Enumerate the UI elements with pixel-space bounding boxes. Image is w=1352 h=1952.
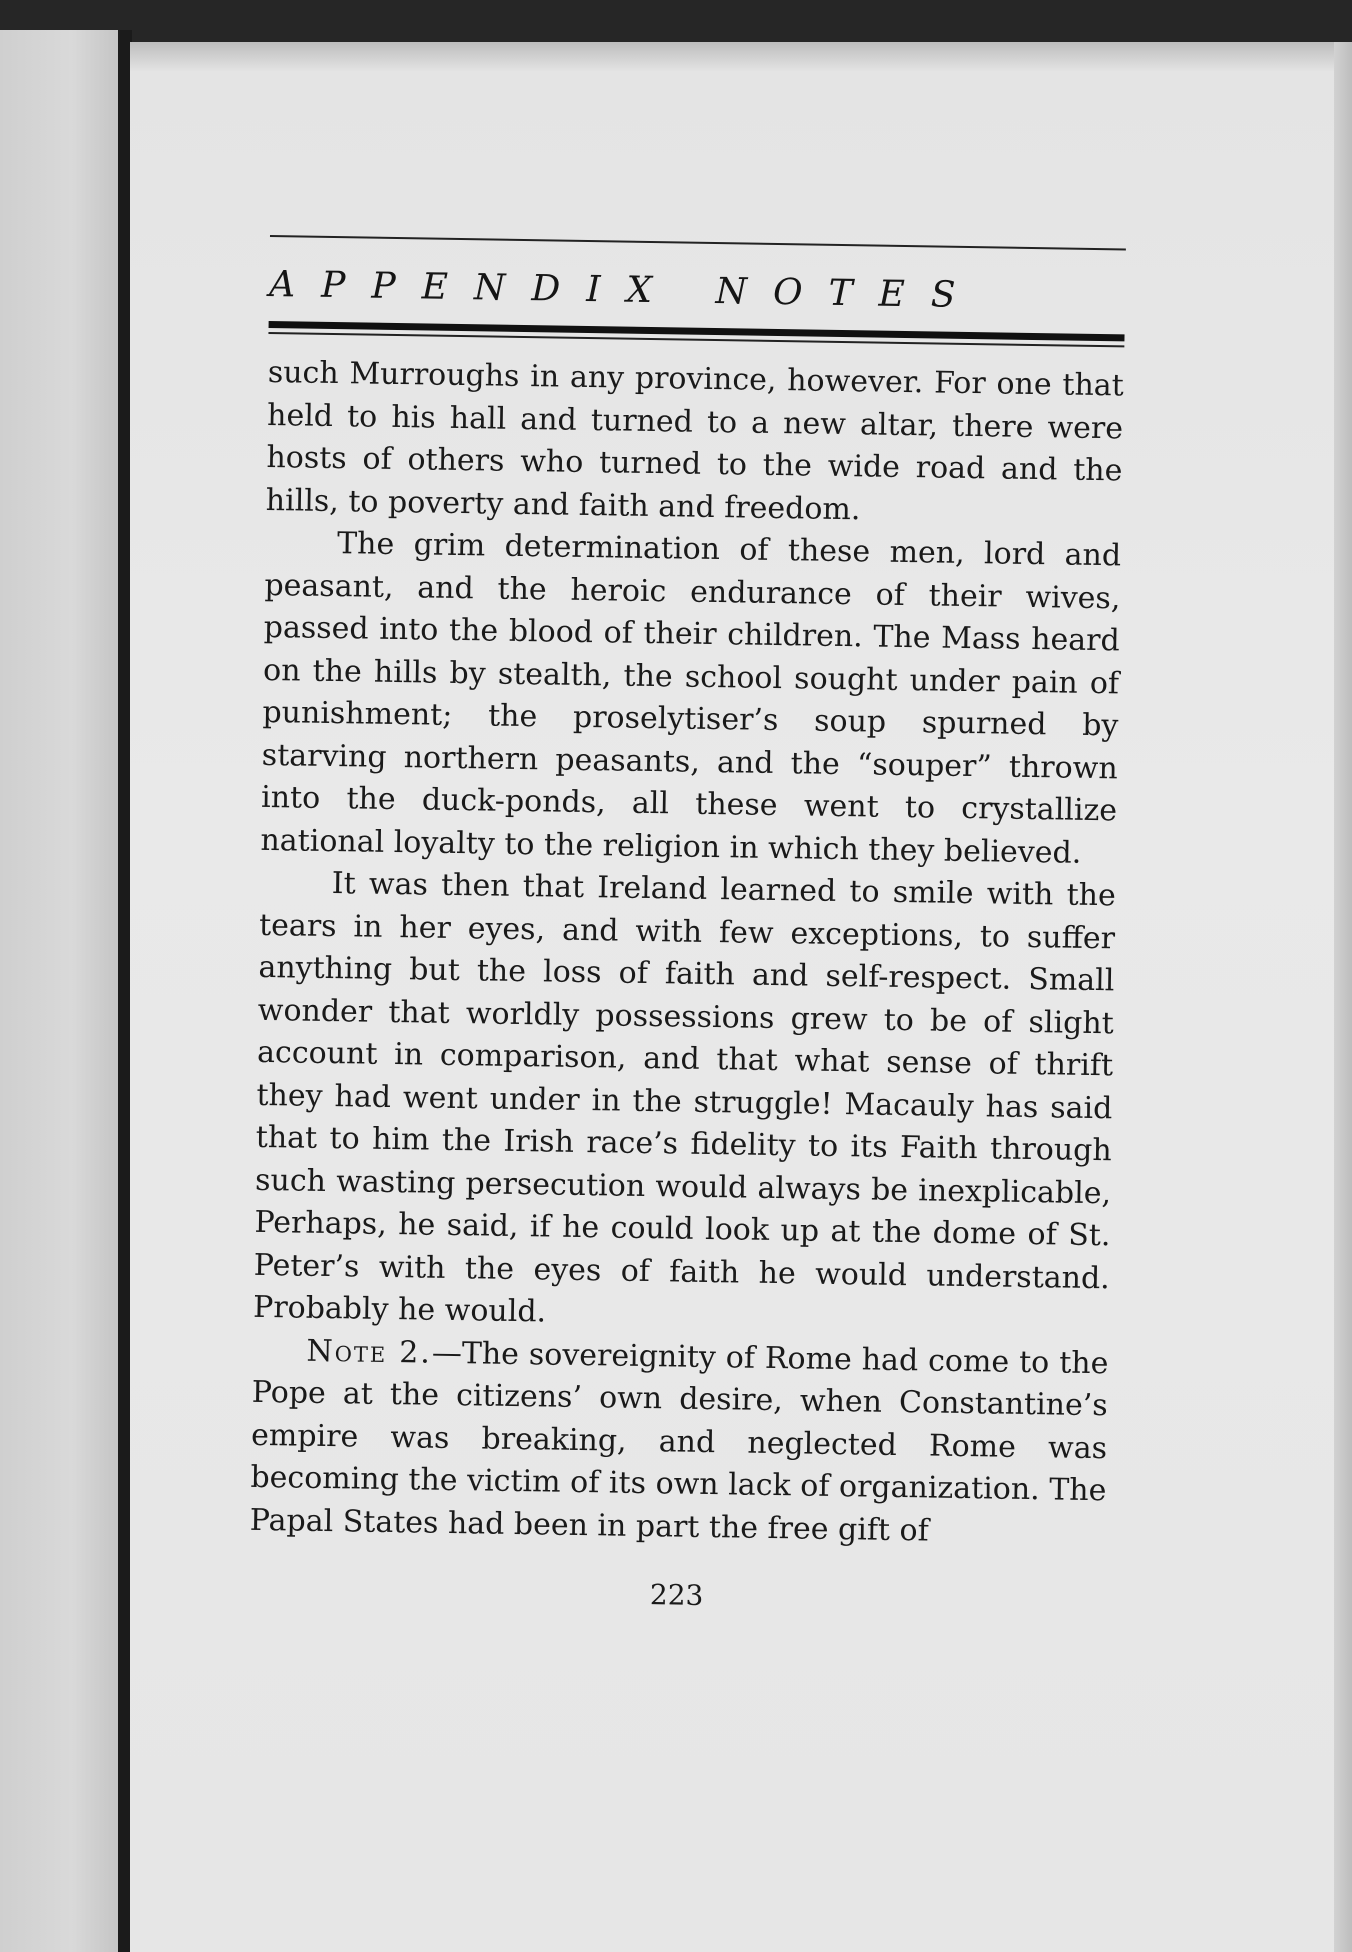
page-top-shadow	[130, 42, 1352, 72]
paragraph-1: such Murroughs in any province, however. For one that held to his hall and turned to a new altar, there were hosts of others who turned to the wide road and the hills, to poverty and faith and freedom.	[265, 354, 1125, 527]
note-text: —The sovereignity of Rome had come to the Pope at the citizens’ own desire, when Constantine’s empire was breaking, and neglected Rome was becoming the victim of its own lack of organization. The Papal States had been in part the free gift of	[249, 1335, 1109, 1549]
facing-page-edge	[0, 30, 120, 1952]
running-header: APPENDIX NOTES	[268, 263, 982, 317]
page-content	[248, 235, 1125, 1618]
page-right-edge	[1334, 42, 1352, 1952]
page-number: 223	[649, 1578, 704, 1612]
note-label: Note 2.	[306, 1333, 433, 1371]
paragraph-3: It was then that Ireland learned to smile with the tears in her eyes, and with few exceptions, to suffer anything but the loss of faith and self-respect. Small wonder that worldly possessions grew to be of slight account in comparison, and that what sense of thrift they had went under in the struggle! Macauly has said that to him the Irish race’s fidelity to its Faith through such wasting persecution would always be inexplicable, Perhaps, he said, if he could look up at the dome of St. Peter’s with the eyes of faith he would understand. Probably he would.	[252, 866, 1116, 1330]
note-2-paragraph	[249, 1329, 1108, 1555]
paragraph-2: The grim determination of these men, lord and peasant, and the heroic endurance of their wives, passed into the blood of their children. The Mass heard on the hills by stealth, the school sought under pain of punishment; the proselytiser’s soup spurned by starving northern peasants, and the “souper” thrown into the duck-ponds, all these went to crystallize national loyalty to the religion in which they believed.	[260, 526, 1122, 871]
body-text	[249, 352, 1124, 1555]
